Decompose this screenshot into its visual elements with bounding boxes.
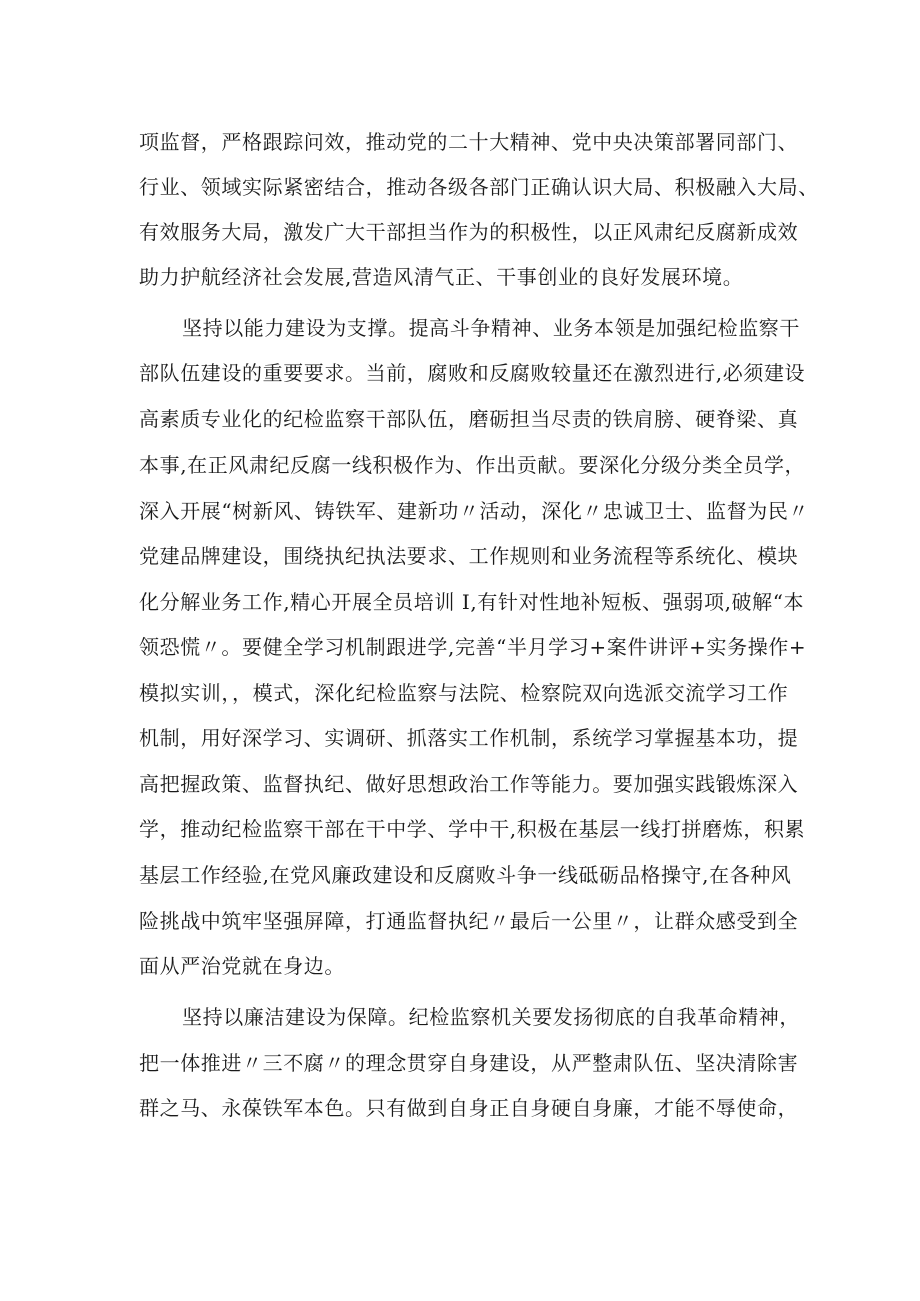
paragraph-2-line-15: 面从严治党就在身边。	[139, 954, 345, 978]
paragraph-2-line-11: 高把握政策、监督执纪、做好思想政治工作等能力。要加强实践锻炼深入	[139, 772, 799, 796]
paragraph-2-line-12: 学，推动纪检监察干部在干中学、学中干,积极在基层一线打拼磨炼，积累	[139, 817, 806, 841]
paragraph-2-line-5: 深入开展“树新风、铸铁军、建新功〃活动，深化〃忠诚卫士、监督为民〃	[139, 499, 810, 523]
paragraph-1-line-2: 行业、领域实际紧密结合，推动各级各部门正确认识大局、积极融入大局、	[139, 175, 819, 199]
paragraph-3-line-2: 把一体推进〃三不腐〃的理念贯穿自身建设，从严整肃队伍、坚决清除害	[139, 1051, 799, 1075]
paragraph-2-line-2: 部队伍建设的重要要求。当前，腐败和反腐败较量还在激烈进行,必须建设	[139, 361, 806, 385]
paragraph-1-line-1: 项监督，严格跟踪问效，推动党的二十大精神、党中央决策部署同部门、	[139, 130, 799, 154]
paragraph-1-line-3: 有效服务大局，激发广大干部担当作为的积极性，以正风肃纪反腐新成效	[139, 220, 799, 244]
paragraph-2-line-8: 领恐慌〃。要健全学习机制跟进学,完善“半月学习+案件讲评+实务操作+	[139, 635, 807, 659]
paragraph-3-line-3: 群之马、永葆铁军本色。只有做到自身正自身硬自身廉，才能不辱使命，	[139, 1096, 799, 1120]
paragraph-3-line-1: 坚持以廉洁建设为保障。纪检监察机关要发扬彻底的自我革命精神，	[182, 1005, 800, 1029]
paragraph-2-line-4: 本事,在正风肃纪反腐一线积极作为、作出贡献。要深化分级分类全员学，	[139, 453, 806, 477]
paragraph-2-line-10: 机制，用好深学习、实调研、抓落实工作机制，系统学习掌握基本功，提	[139, 726, 799, 750]
paragraph-2-line-6: 党建品牌建设，围绕执纪执法要求、工作规则和业务流程等系统化、模块	[139, 544, 799, 568]
paragraph-1-line-4: 助力护航经济社会发展,营造风清气正、干事创业的良好发展环境。	[139, 265, 744, 289]
paragraph-2-line-7: 化分解业务工作,精心开展全员培训 I,有针对性地补短板、强弱项,破解“本	[139, 590, 805, 614]
paragraph-2-line-13: 基层工作经验,在党风廉政建设和反腐败斗争一线砥砺品格操守,在各种风	[139, 863, 792, 887]
paragraph-2-line-14: 险挑战中筑牢坚强屏障，打通监督执纪〃最后一公里〃，让群众感受到全	[139, 909, 799, 933]
paragraph-2-line-3: 高素质专业化的纪检监察干部队伍，磨砺担当尽责的铁肩膀、硬脊梁、真	[139, 407, 799, 431]
paragraph-2-line-1: 坚持以能力建设为支撑。提高斗争精神、业务本领是加强纪检监察干	[182, 316, 800, 340]
paragraph-2-line-9: 模拟实训，，模式，深化纪检监察与法院、检察院双向选派交流学习工作	[139, 681, 789, 705]
